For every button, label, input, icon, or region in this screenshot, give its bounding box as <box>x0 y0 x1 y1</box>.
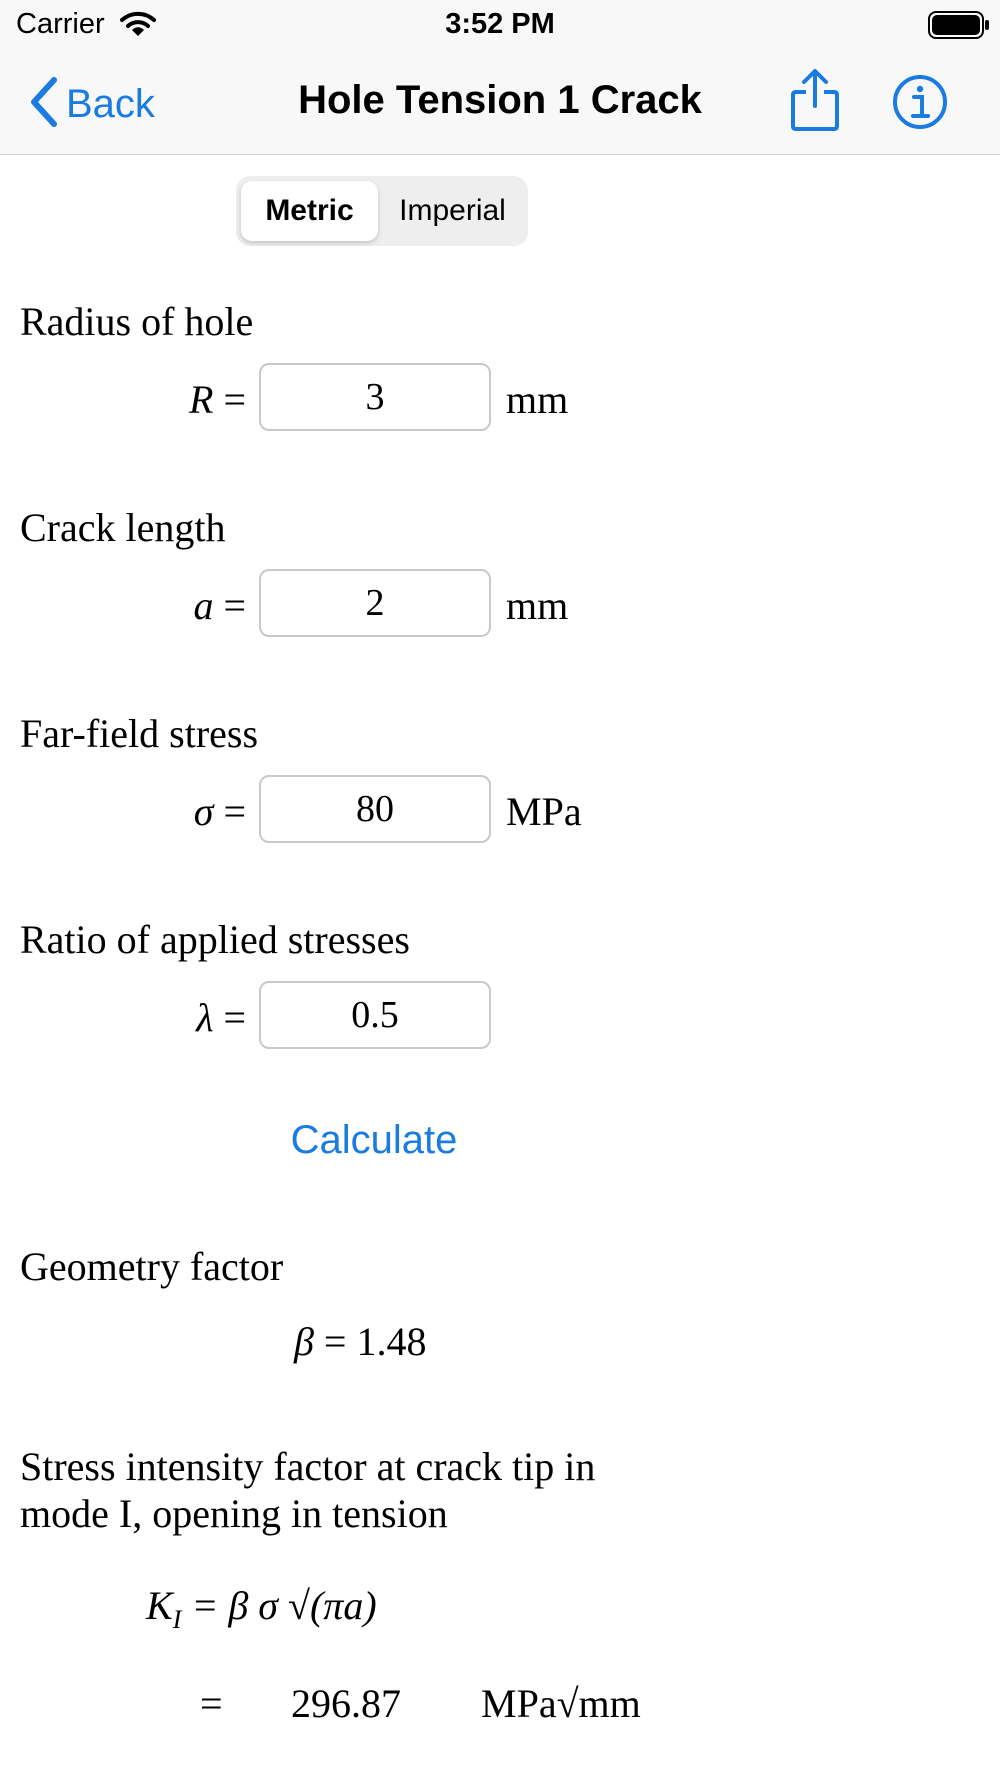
radius-input[interactable]: 3 <box>259 363 491 431</box>
stress-input[interactable]: 80 <box>259 775 491 843</box>
crack-length-label: Crack length <box>20 505 226 550</box>
radius-symbol: R = <box>189 377 246 422</box>
radius-symbol-text: R <box>189 377 214 422</box>
sif-equals: = <box>200 1681 223 1726</box>
ratio-symbol-text: λ <box>196 995 214 1040</box>
share-icon[interactable] <box>790 68 840 137</box>
sif-formula-subscript: I <box>172 1605 182 1634</box>
stress-symbol-text: σ <box>193 789 214 834</box>
stress-symbol: σ = <box>193 789 246 834</box>
crack-length-unit: mm <box>506 583 569 628</box>
geometry-factor-value: 1.48 <box>356 1319 427 1364</box>
ratio-symbol: λ = <box>196 995 246 1040</box>
geometry-factor-result: β = 1.48 <box>294 1319 427 1364</box>
sif-formula <box>146 1582 377 1635</box>
sif-formula-lhs: K <box>146 1583 173 1628</box>
crack-length-symbol-text: a <box>193 583 214 628</box>
units-segmented-control <box>236 176 528 246</box>
stress-label: Far-field stress <box>20 711 259 756</box>
sif-label-line1: Stress intensity factor at crack tip in <box>20 1444 596 1489</box>
battery-icon <box>928 11 990 44</box>
ratio-input[interactable]: 0.5 <box>259 981 491 1049</box>
sif-formula-rhs: = β σ √(πa) <box>191 1583 377 1628</box>
radius-unit: mm <box>506 377 569 422</box>
segment-metric[interactable]: Metric <box>241 181 378 241</box>
navigation-header <box>0 0 1000 155</box>
stress-unit: MPa <box>506 789 582 834</box>
ratio-label: Ratio of applied stresses <box>20 917 410 962</box>
crack-length-symbol: a = <box>193 583 246 628</box>
geometry-factor-label: Geometry factor <box>20 1244 284 1289</box>
back-label: Back <box>66 81 155 126</box>
radius-label: Radius of hole <box>20 299 254 344</box>
geometry-factor-symbol: β <box>294 1319 314 1364</box>
carrier-label: Carrier <box>16 8 105 40</box>
crack-length-input[interactable]: 2 <box>259 569 491 637</box>
info-icon[interactable] <box>892 74 948 135</box>
sif-value: 296.87 <box>291 1681 401 1726</box>
page-title: Hole Tension 1 Crack <box>298 78 702 122</box>
status-time: 3:52 PM <box>445 8 555 40</box>
sif-label-line2: mode I, opening in tension <box>20 1491 448 1536</box>
segment-imperial[interactable]: Imperial <box>399 194 506 227</box>
calculate-button[interactable]: Calculate <box>290 1118 458 1162</box>
sif-unit: MPa√mm <box>481 1681 641 1726</box>
